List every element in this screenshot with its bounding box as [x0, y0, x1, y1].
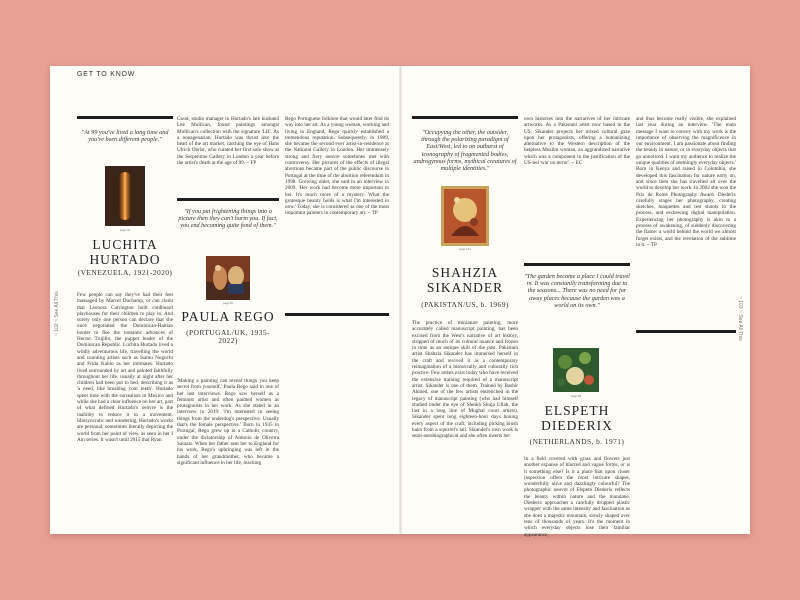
diederix-artwork [553, 348, 599, 392]
folio-right: ~ 103 ~ See All This [737, 296, 743, 341]
diederix-header [524, 263, 630, 309]
diederix-body: In a field covered with grass and flowers just another expanse of blurred and vague forms, or is it something else? Is it a place that upon closer inspection offers the most intricate shapes, wonderfully alive and dazzlingly colourful? The photographic oeuvre of Elspeth Diederix reflects the beauty within nature and the mundane. Diederix approaches a carefully dropped plastic wrapper with the same intensity and fascination as she does a majestic mountain, slowly shaped over tens of thousands of years. It's the moment in which everyday objects lose their familiar appearance, [524, 456, 630, 538]
rego-body-cont: Rego Portuguese folklore that would later find its way into her art. As a young woman, working and living in England, Rego quickly established a tremendous reputation. Subsequently, in 1989, she became the second ever artist-in-residence at the National Gallery in London. Her immensely strong and fiery oeuvre sometimes met with controversy. Her pictures of the effects of illegal abortions became part of the public discourse in Portugal at the time of the abortion referendum in 1998. Growing older, she said in an interview in 2009, 'Her work had become more important to her. It's much more of a mystery. What the grotesque beauty holds is what I'm interested in now.' Today, she is considered as one of the most important painters in contemporary art. ~ TP [285, 116, 389, 217]
book-gutter [399, 66, 402, 534]
section-label: GET TO KNOW [77, 71, 136, 78]
folio-left: ~ 102 ~ See All This [54, 291, 60, 336]
diederix-rule [524, 263, 630, 266]
hurtado-artwork-image [105, 166, 145, 226]
sikander-header [412, 116, 518, 172]
magazine-spread [50, 66, 750, 538]
diederix-quote: "The garden became a place I could travel in. It was constantly transforming due to the seasons... There was no need for far away places because the garden was a world on its own." [524, 273, 630, 309]
diederix-title-block [524, 404, 630, 447]
sikander-body: The practice of miniature painting, more accurately called manuscript painting, has been excised from the West's narrative of art history, stripped of much of its cultural nuance and frozen in time as an antique skill of the past. Pakistani artist Shahzia Sikander has immersed herself in the craft and revived it as a contemporary reimagination of a historically and culturally rich practice. Few artists exist today who have received the extensive training required of a manuscript artist. Sikander is one of them. Trained by Bashir Ahmed, one of the few artists entrenched in the legacy of manuscript painting (who had himself studied under the eye of Sheikh Shuja Ullah, the last in a long line of Mughal court artists), Sikander spent long eighteen-hour days honing every aspect of the craft, including picking brush hairs from a squirrel's tail. Sikander's own work is semi-autobiographical and she often inserts her [412, 320, 518, 440]
column3-end-rule [285, 313, 389, 316]
sikander-rule [412, 116, 518, 119]
hurtado-body-cont: Good, studio manager to Hurtado's late husband Lee Mullican, found paintings amongst Mullican's collection with the signature 'LH'. As a nonagenarian, Hurtado was thrust into the heart of the art market, catching the eye of Hans Ulrich Obrist, who curated her first solo show at the Serpentine Gallery in London a year before the artist's death at the age of 99. ~ FP [177, 116, 279, 167]
rego-meta: (PORTUGAL/UK, 1935-2022) [186, 327, 270, 345]
hurtado-header [77, 116, 173, 143]
rego-quote: "If you put frightening things into a picture then they can't harm you. If fact, you end becoming quite fond of them." [178, 208, 278, 230]
rego-caption: page 96 [222, 301, 233, 305]
hurtado-caption: page 78 [119, 228, 130, 232]
rego-artwork-image [206, 256, 250, 300]
hurtado-body: Few people can say they've had their feet massaged by Marcel Duchamp, or can claim that Leonora Carrington built cardboard playhouses for their children to play in. And surely only one person can declare that she once negotiated the Dominican-Haitian border to flee the romantic advances of Hector Trujillo, the puppet leader of the Dominican Republic. Luchita Hurtado lived a wildly adventurous life, travelling the world and counting artists such as Isamu Noguchi and Frida Kahlo as her intimates. Hurtado lived surrounded by art and painted faithfully throughout her life, usually at night after her children had been put to bed, describing it as 'a need, like brushing your teeth'. Hurtado spent time with the surrealists in Mexico and while she had a clear influence on her art, part of what defined Hurtado's oeuvre is the inability to reduce it to a movement. Idiosyncratic and wandering, Hurtado's works are personal, sometimes literally depicting the world from her point of view, as seen in her I Am series. It wasn't until 2015 that Ryan [77, 292, 173, 443]
sikander-name: SHAHZIA SIKANDER [426, 265, 504, 295]
sikander-artwork-image [441, 186, 489, 246]
sikander-quote: "Occupying the other, the outsider, through the polarizing paradigm of East/West, led to an outburst of iconography of fragmented bodies, androgynous forms, mythical creatures of multiple identities." [413, 129, 517, 173]
sikander-body-cont: own histories into the narratives of her intricate artworks. As a Pakistani artist now based in the US, Sikander projects her mixed cultural gaze upon her protagonists, offering a humanizing alternative to the Western description of the helpless Muslim woman, an aggrandized narrative which was a component in the justification of the US-led 'war on terror'. ~ EC [524, 116, 630, 167]
diederix-meta: (NETHERLANDS, b. 1971) [529, 437, 625, 446]
hurtado-artwork [105, 166, 145, 226]
rego-rule [177, 198, 279, 201]
column6-end-rule [636, 330, 736, 333]
sikander-artwork [441, 186, 489, 246]
diederix-artwork-image [553, 348, 599, 392]
rego-title-block [177, 310, 279, 346]
hurtado-title-block [77, 238, 173, 278]
hurtado-rule [77, 116, 173, 119]
diederix-caption: page 99 [570, 394, 581, 398]
rego-artwork [206, 256, 250, 300]
hurtado-quote: "At 99 you've lived a long time and you've been different people." [81, 129, 169, 144]
diederix-body-cont: and thus become really visible, she explained last year during an interview. 'The main message I want to convey with my work is the importance of observing the magnificence in our environment. I am passionate about finding the beauty in nature, or in everyday objects that go unnoticed. I want my audience to realize the unique qualities of seemingly everyday objects.' Born in Kenya and raised in Colombia, she developed this fascination for nature early on, and since then she has travelled all over the world to develop her work. In 2002 she won the Prix de Rome Photography Award. Diederix carefully stages her photography, creating sketches, maquettes and test shoots in the process, and eschewing digital manipulation. Experiencing her photography is akin to a process of awakening, of suddenly discovering the flame: a world behind the world we almost forget exists, and the revelation of the sublime in it. ~ TP [636, 116, 736, 248]
sikander-meta: (PAKISTAN/US, b. 1969) [421, 300, 509, 309]
sikander-caption: page 101 [459, 247, 471, 251]
rego-header [177, 198, 279, 230]
rego-body: 'Making a painting can reveal things you keep secret from yourself,' Paula Rego said in one of her last interviews. Rego saw herself as a feminist artist and often painted women as protagonists in her work. As she stated in an interview in 2019: 'I'm interested in seeing things from the underdog's perspective. Usually that's the female perspective.' Born in 1935 in Portugal, Rego grew up in a Catholic country, under the dictatorship of Antonio de Oliveira Salazar. When her father sent her to England for his work, Rego's upbringing was left in the hands of her grandmother, who became a significant influence in her life, teaching [177, 378, 279, 466]
hurtado-meta: (VENEZUELA, 1921-2020) [77, 268, 173, 277]
rego-name: PAULA REGO [181, 309, 275, 324]
diederix-name: ELSPETH DIEDERIX [541, 403, 613, 433]
hurtado-name: LUCHITA HURTADO [89, 237, 161, 267]
sikander-title-block [412, 266, 518, 310]
